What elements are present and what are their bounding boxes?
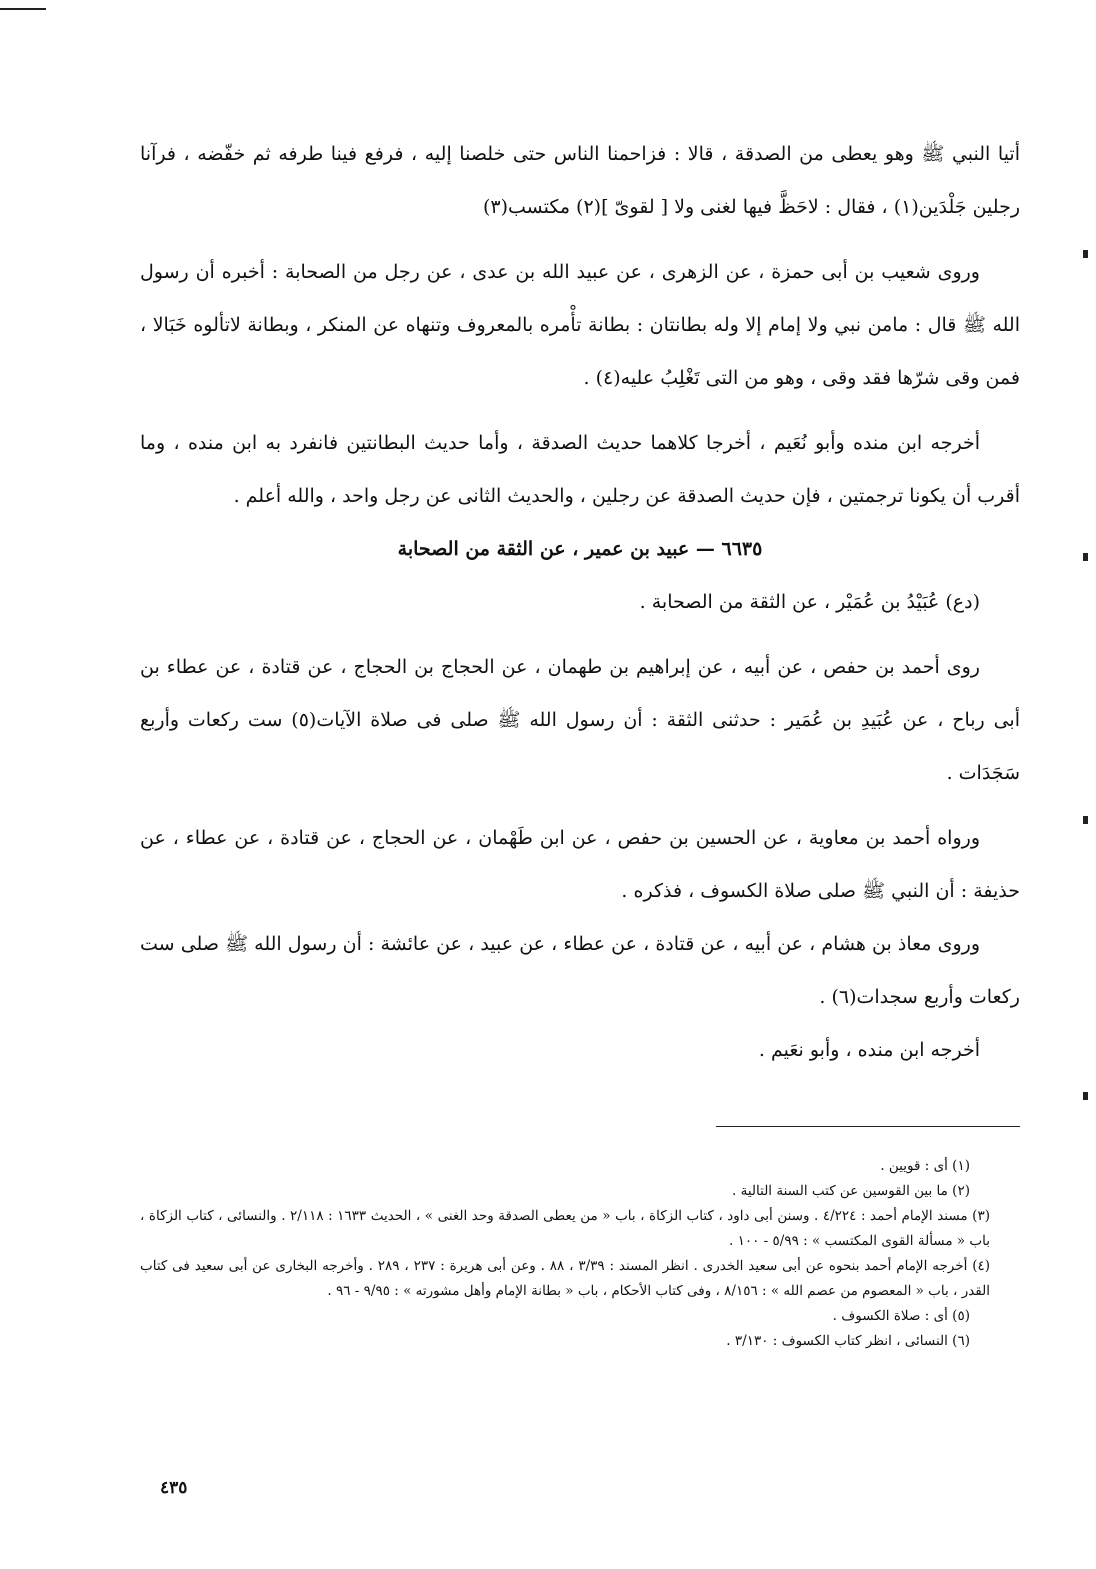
margin-mark (1083, 250, 1088, 258)
footnote-2: (٢) ما بين القوسين عن كتب السنة التالية . (732, 1183, 970, 1199)
paragraph-takhrij-2: أخرجه ابن منده ، وأبو نعَيم . (758, 1039, 980, 1061)
paragraph-takhrij-1: أخرجه ابن منده وأبو نُعَيم ، أخرجا كلاهما حديث الصدقة ، وأما حديث البطانتين فانفرد به ابن منده ، وما أقرب أن يكونا ترجمتين ، فإن حديث الصدقة عن رجلين ، والحديث الثانى عن رجل واحد ، والله أعلم . (140, 432, 1020, 507)
entry-heading: ٦٦٣٥ — عبيد بن عمير ، عن الثقة من الصحابة (397, 538, 763, 560)
paragraph-sadaqa: أتيا النبي ﷺ وهو يعطى من الصدقة ، قالا : فزاحمنا الناس حتى خلصنا إليه ، فرفع فينا طرفه ثم خفّضه ، فرآنا رجلين جَلْدَين(١) ، فقال : لاحَظَّ فيها لغنى ولا [ لقوىّ ](٢) مكتسب(٣) (140, 143, 1020, 218)
footnote-4: (٤) أخرجه الإمام أحمد بنحوه عن أبى سعيد الخدرى . انظر المسند : ٣/٣٩ ، ٨٨ . وعن أبى هريرة : ٢٣٧ ، ٢٨٩ . وأخرجه البخارى عن أبى سعيد فى كتاب القدر ، باب « المعصوم من عصم الله » : ٨/١٥٦ ، وفى كتاب الأحكام ، باب « بطانة الإمام وأهل مشورته » : ٩/٩٥ - ٩٦ . (140, 1258, 991, 1299)
paragraph-riwaya-2: ورواه أحمد بن معاوية ، عن الحسين بن حفص ، عن ابن طَهْمان ، عن الحجاج ، عن قتادة ، عن عطاء ، عن حذيفة : أن النبي ﷺ صلى صلاة الكسوف ، فذكره . (140, 827, 1020, 902)
footnote-6: (٦) النسائى ، انظر كتاب الكسوف : ٣/١٣٠ . (726, 1333, 970, 1349)
margin-mark (1083, 816, 1088, 824)
main-text (140, 128, 1020, 1077)
footnotes (140, 1154, 1020, 1354)
paragraph-riwaya-3: وروى معاذ بن هشام ، عن أبيه ، عن قتادة ، عن عطاء ، عن عبيد ، عن عائشة : أن رسول الله ﷺ صلى ست ركعات وأربع سجدات(٦) . (140, 933, 1020, 1008)
page-number: ٤٣٥ (160, 1478, 188, 1498)
margin-mark (1083, 553, 1088, 561)
footnote-3: (٣) مسند الإمام أحمد : ٤/٢٢٤ . وسنن أبى داود ، كتاب الزكاة ، باب « من يعطى الصدقة وحد الغنى » ، الحديث ١٦٣٣ : ٢/١١٨ . والنسائى ، كتاب الزكاة ، باب « مسألة القوى المكتسب » : ٥/٩٩ - ١٠٠ . (140, 1208, 990, 1249)
footnote-separator (716, 1126, 1020, 1127)
entry-intro: (دع) عُبَيْدُ بن عُمَيْر ، عن الثقة من الصحابة . (639, 591, 980, 613)
footnote-5: (٥) أى : صلاة الكسوف . (832, 1308, 970, 1324)
margin-mark (1083, 1092, 1088, 1100)
paragraph-bitanatan: وروى شعيب بن أبى حمزة ، عن الزهرى ، عن عبيد الله بن عدى ، عن رجل من الصحابة : أخبره أن رسول الله ﷺ قال : مامن نبي ولا إمام إلا وله بطانتان : بطانة تأْمره بالمعروف وتنهاه عن المنكر ، وبطانة لاتألوه خَبَالا ، فمن وقى شرّها فقد وقى ، وهو من التى تَغْلِبُ عليه(٤) . (140, 261, 1020, 389)
paragraph-riwaya-1: روى أحمد بن حفص ، عن أبيه ، عن إبراهيم بن طهمان ، عن الحجاج بن الحجاج ، عن قتادة ، عن عطاء بن أبى رباح ، عن عُبَيدِ بن عُمَير : حدثنى الثقة : أن رسول الله ﷺ صلى فى صلاة الآيات(٥) ست ركعات وأربع سَجَدَات . (140, 656, 1021, 784)
scan-corner-line (0, 8, 46, 10)
footnote-1: (١) أى : قويين . (880, 1158, 970, 1174)
